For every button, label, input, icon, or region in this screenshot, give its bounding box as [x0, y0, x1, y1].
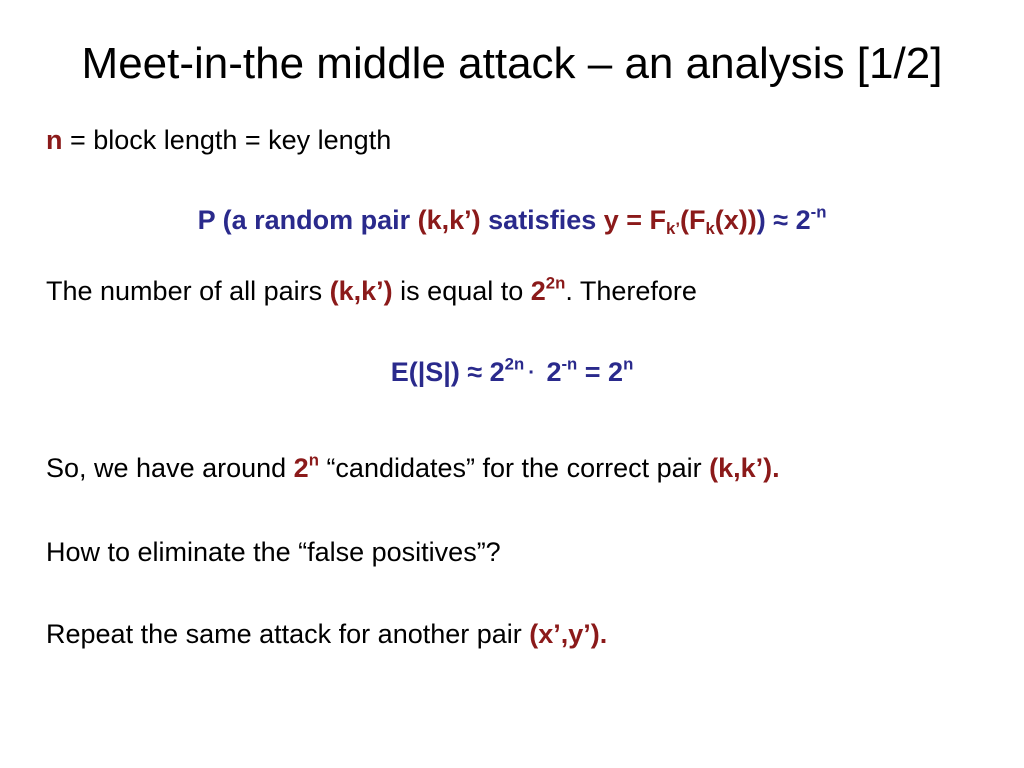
- prob-open: P (a random pair: [197, 205, 418, 235]
- exp-base2: 2: [538, 357, 562, 387]
- candidates-text1: So, we have around: [46, 453, 294, 483]
- exp-eq: = 2: [577, 357, 624, 387]
- probability-formula: [0, 202, 1024, 239]
- prob-pair: (k,k’): [417, 205, 481, 235]
- pairs-text3: . Therefore: [565, 276, 697, 306]
- exp-exp2: -n: [561, 354, 578, 374]
- candidates-pair: (k,k’).: [709, 453, 780, 483]
- exp-lhs: E(|S|) ≈ 2: [390, 357, 505, 387]
- prob-inner-open: (F: [680, 205, 706, 235]
- repeat-pair: (x’,y’).: [529, 619, 608, 649]
- candidates-line: [46, 450, 780, 483]
- pairs-text1: The number of all pairs: [46, 276, 330, 306]
- pairs-count-line: [46, 273, 697, 306]
- pairs-text2: is equal to: [392, 276, 531, 306]
- slide-title: Meet-in-the middle attack – an analysis [1/2]: [81, 39, 943, 88]
- definition-text: = block length = key length: [62, 125, 392, 155]
- prob-satisfies: satisfies: [480, 205, 604, 235]
- expectation-formula: [0, 354, 1024, 387]
- repeat-line: [46, 621, 607, 648]
- exp-exp3: n: [623, 354, 634, 374]
- variable-n: n: [46, 125, 63, 155]
- prob-close: ) ≈ 2: [756, 205, 811, 235]
- pairs-base: 2: [530, 276, 546, 306]
- repeat-text: Repeat the same attack for another pair: [46, 619, 530, 649]
- exp-dot: ·: [528, 361, 535, 384]
- prob-exp: -n: [810, 202, 827, 222]
- prob-sub-k-prime: k’: [666, 219, 680, 239]
- prob-eq: = F: [618, 205, 667, 235]
- candidates-exp: n: [308, 450, 319, 470]
- pairs-exp: 2n: [545, 273, 566, 293]
- prob-x: (x): [714, 205, 748, 235]
- definition-line: [46, 127, 391, 154]
- candidates-text2: “candidates” for the correct pair: [318, 453, 710, 483]
- candidates-base: 2: [293, 453, 309, 483]
- prob-y: y: [603, 205, 619, 235]
- prob-sub-k: k: [705, 219, 715, 239]
- false-positives-line: How to eliminate the “false positives”?: [46, 537, 501, 567]
- prob-close-inner: ): [747, 205, 757, 235]
- pairs-pair: (k,k’): [329, 276, 393, 306]
- exp-exp1: 2n: [504, 354, 525, 374]
